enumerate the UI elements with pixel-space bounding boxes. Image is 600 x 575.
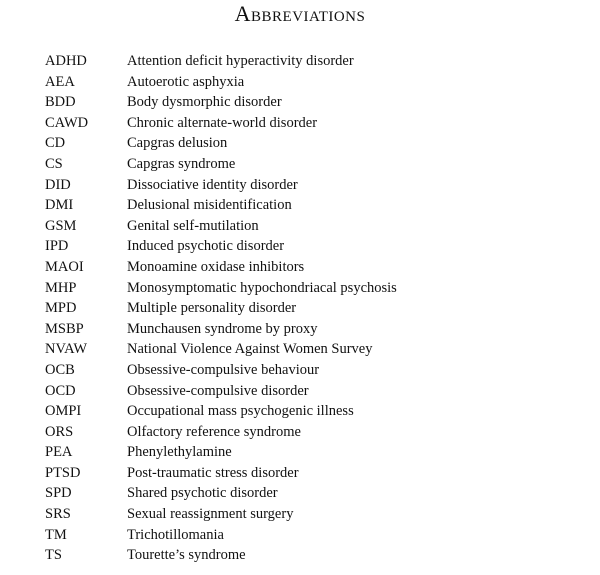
abbreviation-definition: Phenylethylamine [127,444,232,461]
abbreviation-row [45,339,397,360]
abbreviation-term: OCB [45,361,75,378]
abbreviation-row [45,504,397,525]
abbreviation-term: SRS [45,506,71,523]
abbreviation-term: ORS [45,423,74,440]
abbreviation-definition: Trichotillomania [127,526,224,543]
abbreviation-term: IPD [45,238,69,255]
abbreviation-term: MSBP [45,320,84,337]
abbreviation-definition: Post-traumatic stress disorder [127,464,299,481]
abbreviation-term: PTSD [45,464,81,481]
abbreviation-row [45,51,397,72]
abbreviation-definition: Chronic alternate-world disorder [127,114,318,131]
abbreviation-definition: Attention deficit hyperactivity disorder [127,53,354,69]
abbreviation-row [45,401,397,422]
abbreviation-term: DID [45,176,71,193]
abbreviation-row [45,319,397,340]
abbreviation-row [45,278,397,299]
abbreviation-row [45,422,397,443]
abbreviation-term: GSM [45,217,77,234]
abbreviation-term: DMI [45,197,74,214]
abbreviation-definition: Munchausen syndrome by proxy [127,320,318,337]
abbreviation-term: MHP [45,279,77,296]
abbreviation-term: NVAW [45,341,88,358]
abbreviation-row [45,483,397,504]
abbreviation-row [45,463,397,484]
abbreviation-term: CS [45,155,63,172]
abbreviation-definition: Obsessive-compulsive disorder [127,382,309,399]
abbreviation-term: TS [45,547,62,564]
abbreviation-term: OCD [45,382,76,399]
abbreviation-definition: Monoamine oxidase inhibitors [127,258,305,275]
abbreviation-row [45,381,397,402]
abbreviation-definition: Capgras syndrome [127,155,236,172]
abbreviation-term: SPD [45,485,72,502]
abbreviation-term: ADHD [45,53,87,69]
abbreviation-row [45,257,397,278]
abbreviation-row [45,216,397,237]
abbreviation-definition: Body dysmorphic disorder [127,94,282,111]
abbreviation-term: MAOI [45,258,84,275]
abbreviation-row [45,525,397,546]
abbreviation-term: TM [45,526,67,543]
abbreviation-definition: Multiple personality disorder [127,300,297,317]
abbreviation-row [45,360,397,381]
abbreviation-term: AEA [45,73,75,90]
abbreviation-row [45,92,397,113]
abbreviation-definition: Occupational mass psychogenic illness [127,403,354,420]
abbreviation-term: BDD [45,94,76,111]
abbreviation-definition: Capgras delusion [127,135,228,152]
abbreviation-definition: Monosymptomatic hypochondriacal psychosis [127,279,397,296]
abbreviation-definition: National Violence Against Women Survey [127,341,373,358]
abbreviation-term: OMPI [45,403,82,420]
abbreviation-definition: Dissociative identity disorder [127,176,298,193]
abbreviation-definition: Delusional misidentification [127,197,292,214]
abbreviation-row [45,133,397,154]
abbreviation-definition: Olfactory reference syndrome [127,423,301,440]
abbreviation-row [45,545,397,566]
abbreviation-list [45,51,397,566]
abbreviation-row [45,236,397,257]
abbreviation-term: CD [45,135,66,152]
abbreviation-row [45,175,397,196]
abbreviation-definition: Shared psychotic disorder [127,485,278,502]
abbreviation-term: MPD [45,300,77,317]
abbreviation-definition: Sexual reassignment surgery [127,506,294,523]
abbreviation-definition: Obsessive-compulsive behaviour [127,361,320,378]
abbreviation-row [45,442,397,463]
abbreviation-row [45,298,397,319]
abbreviation-row [45,72,397,93]
page-title: Abbreviations [234,1,366,26]
abbreviation-row [45,113,397,134]
abbreviation-row [45,195,397,216]
abbreviation-definition: Autoerotic asphyxia [127,73,245,90]
abbreviation-definition: Genital self-mutilation [127,217,259,234]
abbreviation-term: CAWD [45,114,89,131]
abbreviation-row [45,154,397,175]
abbreviation-definition: Induced psychotic disorder [127,238,285,255]
abbreviation-term: PEA [45,444,73,461]
abbreviation-definition: Tourette’s syndrome [127,547,246,564]
